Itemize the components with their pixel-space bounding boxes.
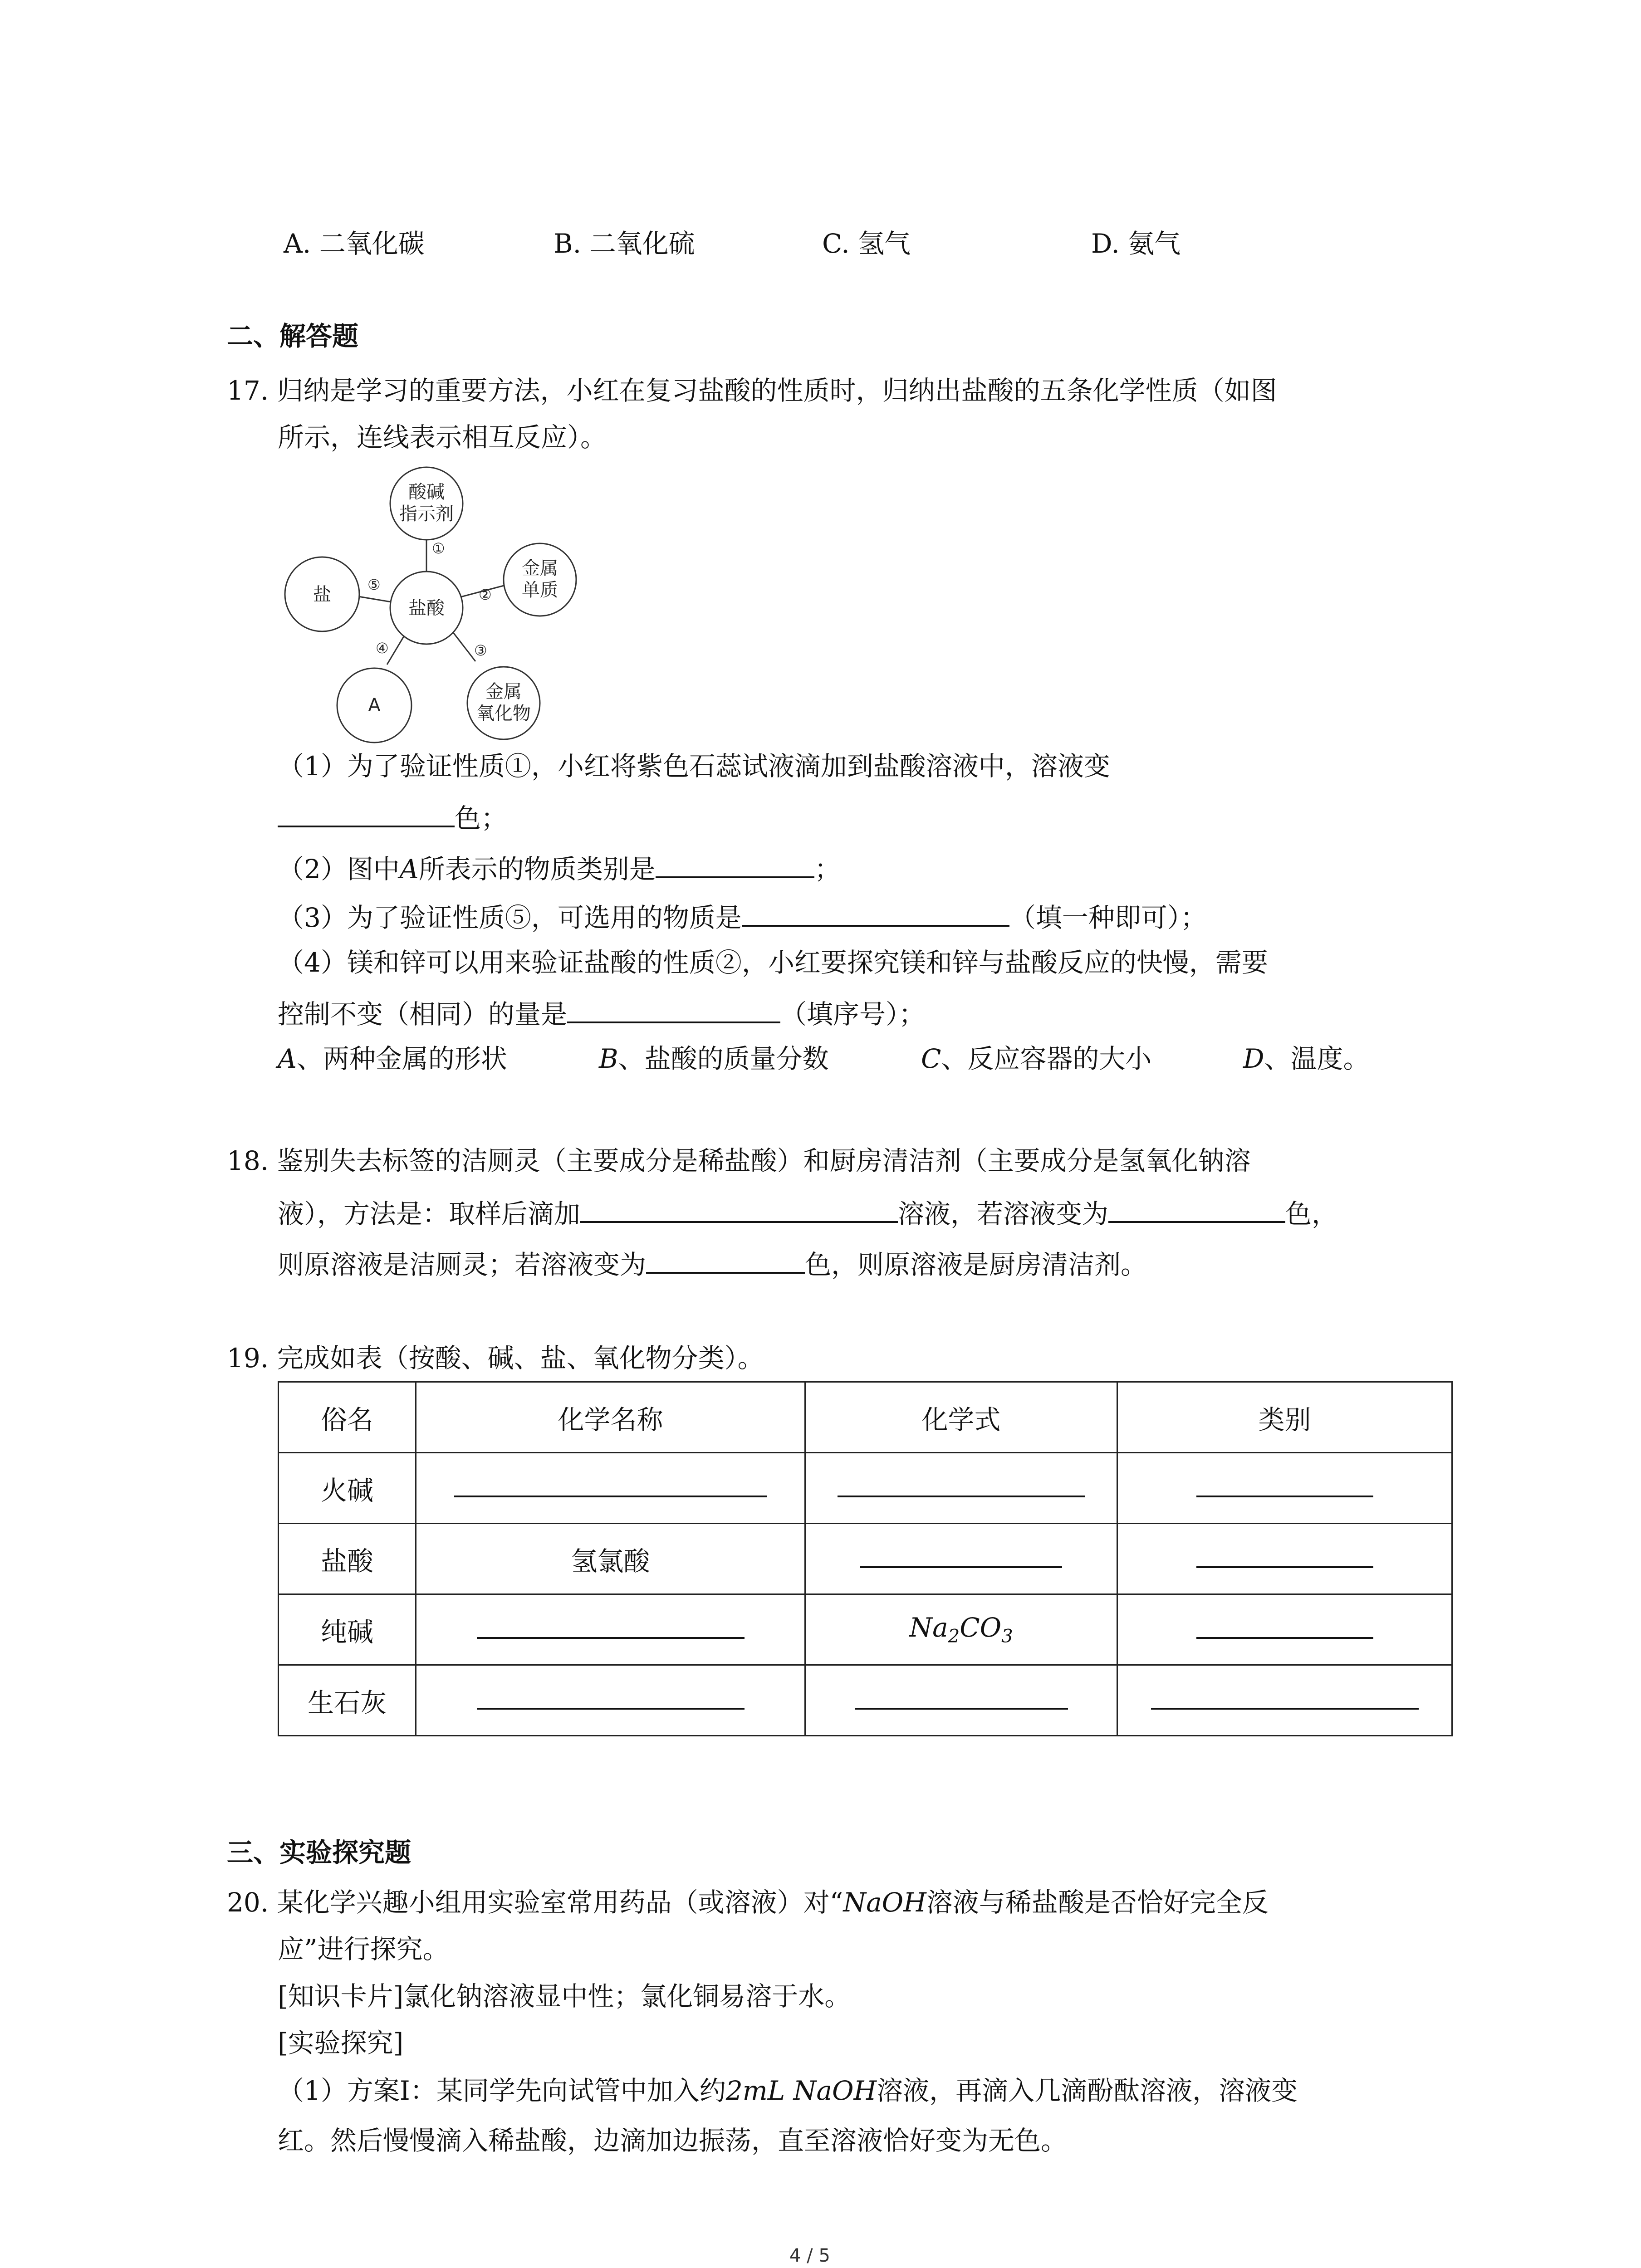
q20-line5: （1）方案Ⅰ：某同学先向试管中加入约2mL NaOH溶液，再滴入几滴酚酞溶液，溶液变 bbox=[278, 2075, 1298, 2106]
q20-line3: [知识卡片]氯化钠溶液显中性；氯化铜易溶于水。 bbox=[278, 1981, 851, 2012]
header-formula: 化学式 bbox=[805, 1382, 1117, 1453]
q17-p3-prefix: （3）为了验证性质⑤，可选用的物质是 bbox=[278, 902, 742, 933]
node-salt-label: 盐 bbox=[313, 584, 331, 605]
page-number: 4 / 5 bbox=[789, 2245, 830, 2266]
cell-category-blank[interactable] bbox=[1117, 1665, 1452, 1736]
node-metal-label2: 单质 bbox=[522, 580, 558, 601]
q17-choice-c: C、反应容器的大小 bbox=[921, 1043, 1152, 1074]
option-b: B. 二氧化硫 bbox=[554, 228, 695, 259]
q17-p1-blank[interactable] bbox=[278, 802, 455, 827]
table-row bbox=[279, 1453, 1452, 1524]
edge-3-label: ③ bbox=[474, 642, 487, 659]
q17-p2-suffix: ； bbox=[814, 854, 841, 885]
node-indicator-label2: 指示剂 bbox=[399, 503, 454, 524]
node-hcl-label: 盐酸 bbox=[408, 598, 445, 619]
table-row bbox=[279, 1594, 1452, 1665]
q18-blank-3[interactable] bbox=[646, 1248, 805, 1274]
table-header-row bbox=[279, 1382, 1452, 1453]
header-common-name: 俗名 bbox=[279, 1382, 416, 1453]
hcl-properties-diagram bbox=[272, 458, 599, 748]
q18-blank-1[interactable] bbox=[580, 1198, 898, 1223]
q17-choice-d: D、温度。 bbox=[1243, 1043, 1370, 1074]
q17-stem-line1: 17. 归纳是学习的重要方法，小红在复习盐酸的性质时，归纳出盐酸的五条化学性质（如图 bbox=[227, 375, 1277, 406]
q18-line2-prefix: 液），方法是：取样后滴加 bbox=[278, 1198, 581, 1229]
q17-p2-prefix: （2）图中 bbox=[278, 854, 400, 885]
option-c: C. 氢气 bbox=[822, 228, 911, 259]
q20-line4: [实验探究] bbox=[278, 2028, 404, 2058]
q18-blank-2[interactable] bbox=[1108, 1198, 1285, 1223]
q17-p2-var: A bbox=[399, 854, 419, 885]
cell-common: 火碱 bbox=[279, 1453, 416, 1524]
q17-p1-line1: （1）为了验证性质①，小红将紫色石蕊试液滴加到盐酸溶液中，溶液变 bbox=[278, 751, 1110, 782]
q18-line3-prefix: 则原溶液是洁厕灵；若溶液变为 bbox=[278, 1249, 647, 1280]
q18-line3 bbox=[278, 1248, 1147, 1278]
q17-p4-line2 bbox=[278, 998, 926, 1030]
q17-p3-blank[interactable] bbox=[742, 901, 1009, 927]
q18-line3-suffix: 色，则原溶液是厨房清洁剂。 bbox=[805, 1249, 1147, 1280]
cell-name-blank[interactable] bbox=[416, 1594, 805, 1665]
cell-name: 氢氯酸 bbox=[416, 1524, 805, 1594]
cell-name-blank[interactable] bbox=[416, 1665, 805, 1736]
q17-choice-b: B、盐酸的质量分数 bbox=[599, 1043, 829, 1074]
cell-common: 盐酸 bbox=[279, 1524, 416, 1594]
header-chemical-name: 化学名称 bbox=[416, 1382, 805, 1453]
q17-p4-blank[interactable] bbox=[567, 998, 780, 1023]
cell-formula-blank[interactable] bbox=[805, 1665, 1117, 1736]
q20-line6: 红。然后慢慢滴入稀盐酸，边滴加边振荡，直至溶液恰好变为无色。 bbox=[278, 2125, 1068, 2156]
q17-p2-text: 所表示的物质类别是 bbox=[418, 854, 656, 885]
section-2-title: 二、解答题 bbox=[227, 321, 359, 352]
q17-stem-line2: 所示，连线表示相互反应）。 bbox=[278, 422, 607, 453]
q17-choice-a: A、两种金属的形状 bbox=[278, 1043, 507, 1074]
edge-4-label: ④ bbox=[376, 640, 389, 657]
option-d: D. 氨气 bbox=[1091, 228, 1181, 259]
option-a: A. 二氧化碳 bbox=[284, 228, 425, 259]
edge-5-label: ⑤ bbox=[367, 576, 381, 593]
node-metal-label1: 金属 bbox=[522, 558, 558, 579]
node-oxide-label2: 氧化物 bbox=[476, 703, 531, 724]
q18-line2-mid: 溶液，若溶液变为 bbox=[898, 1198, 1109, 1229]
q18-line1: 18. 鉴别失去标签的洁厕灵（主要成分是稀盐酸）和厨房清洁剂（主要成分是氢氧化钠溶 bbox=[227, 1145, 1251, 1176]
cell-name-blank[interactable] bbox=[416, 1453, 805, 1524]
node-a-label: A bbox=[368, 695, 381, 716]
q20-line1: 20. 某化学兴趣小组用实验室常用药品（或溶液）对“NaOH溶液与稀盐酸是否恰好完全反 bbox=[227, 1887, 1269, 1918]
header-category: 类别 bbox=[1117, 1382, 1452, 1453]
q17-p1-suffix: 色； bbox=[455, 803, 508, 834]
cell-category-blank[interactable] bbox=[1117, 1453, 1452, 1524]
node-indicator-label1: 酸碱 bbox=[408, 482, 445, 503]
cell-formula: $Na_2CO_3$ bbox=[805, 1594, 1117, 1665]
node-oxide-label1: 金属 bbox=[485, 681, 522, 702]
q18-line2-suffix: 色， bbox=[1285, 1198, 1338, 1229]
cell-category-blank[interactable] bbox=[1117, 1594, 1452, 1665]
classification-table bbox=[278, 1381, 1453, 1736]
section-3-title: 三、实验探究题 bbox=[227, 1837, 411, 1868]
cell-formula-blank[interactable] bbox=[805, 1453, 1117, 1524]
q18-line2 bbox=[278, 1198, 1338, 1227]
cell-common: 纯碱 bbox=[279, 1594, 416, 1665]
edge-2-label: ② bbox=[479, 586, 492, 603]
cell-category-blank[interactable] bbox=[1117, 1524, 1452, 1594]
q17-p4-prefix: 控制不变（相同）的量是 bbox=[278, 999, 568, 1030]
cell-formula-blank[interactable] bbox=[805, 1524, 1117, 1594]
cell-common: 生石灰 bbox=[279, 1665, 416, 1736]
q17-p1-line2 bbox=[278, 802, 508, 834]
q17-p4-suffix: （填序号）； bbox=[780, 999, 926, 1030]
edge-1-label: ① bbox=[432, 540, 445, 557]
q19-stem: 19. 完成如表（按酸、碱、盐、氧化物分类）。 bbox=[227, 1343, 764, 1374]
q17-p4-line1: （4）镁和锌可以用来验证盐酸的性质②，小红要探究镁和锌与盐酸反应的快慢，需要 bbox=[278, 947, 1268, 978]
table-row bbox=[279, 1665, 1452, 1736]
q17-p2-blank[interactable] bbox=[656, 853, 814, 878]
q20-line2: 应”进行探究。 bbox=[278, 1934, 449, 1965]
q17-p3 bbox=[278, 901, 1207, 931]
table-row bbox=[279, 1524, 1452, 1594]
q17-p2 bbox=[278, 853, 841, 885]
q17-p3-suffix: （填一种即可）； bbox=[1009, 902, 1207, 933]
